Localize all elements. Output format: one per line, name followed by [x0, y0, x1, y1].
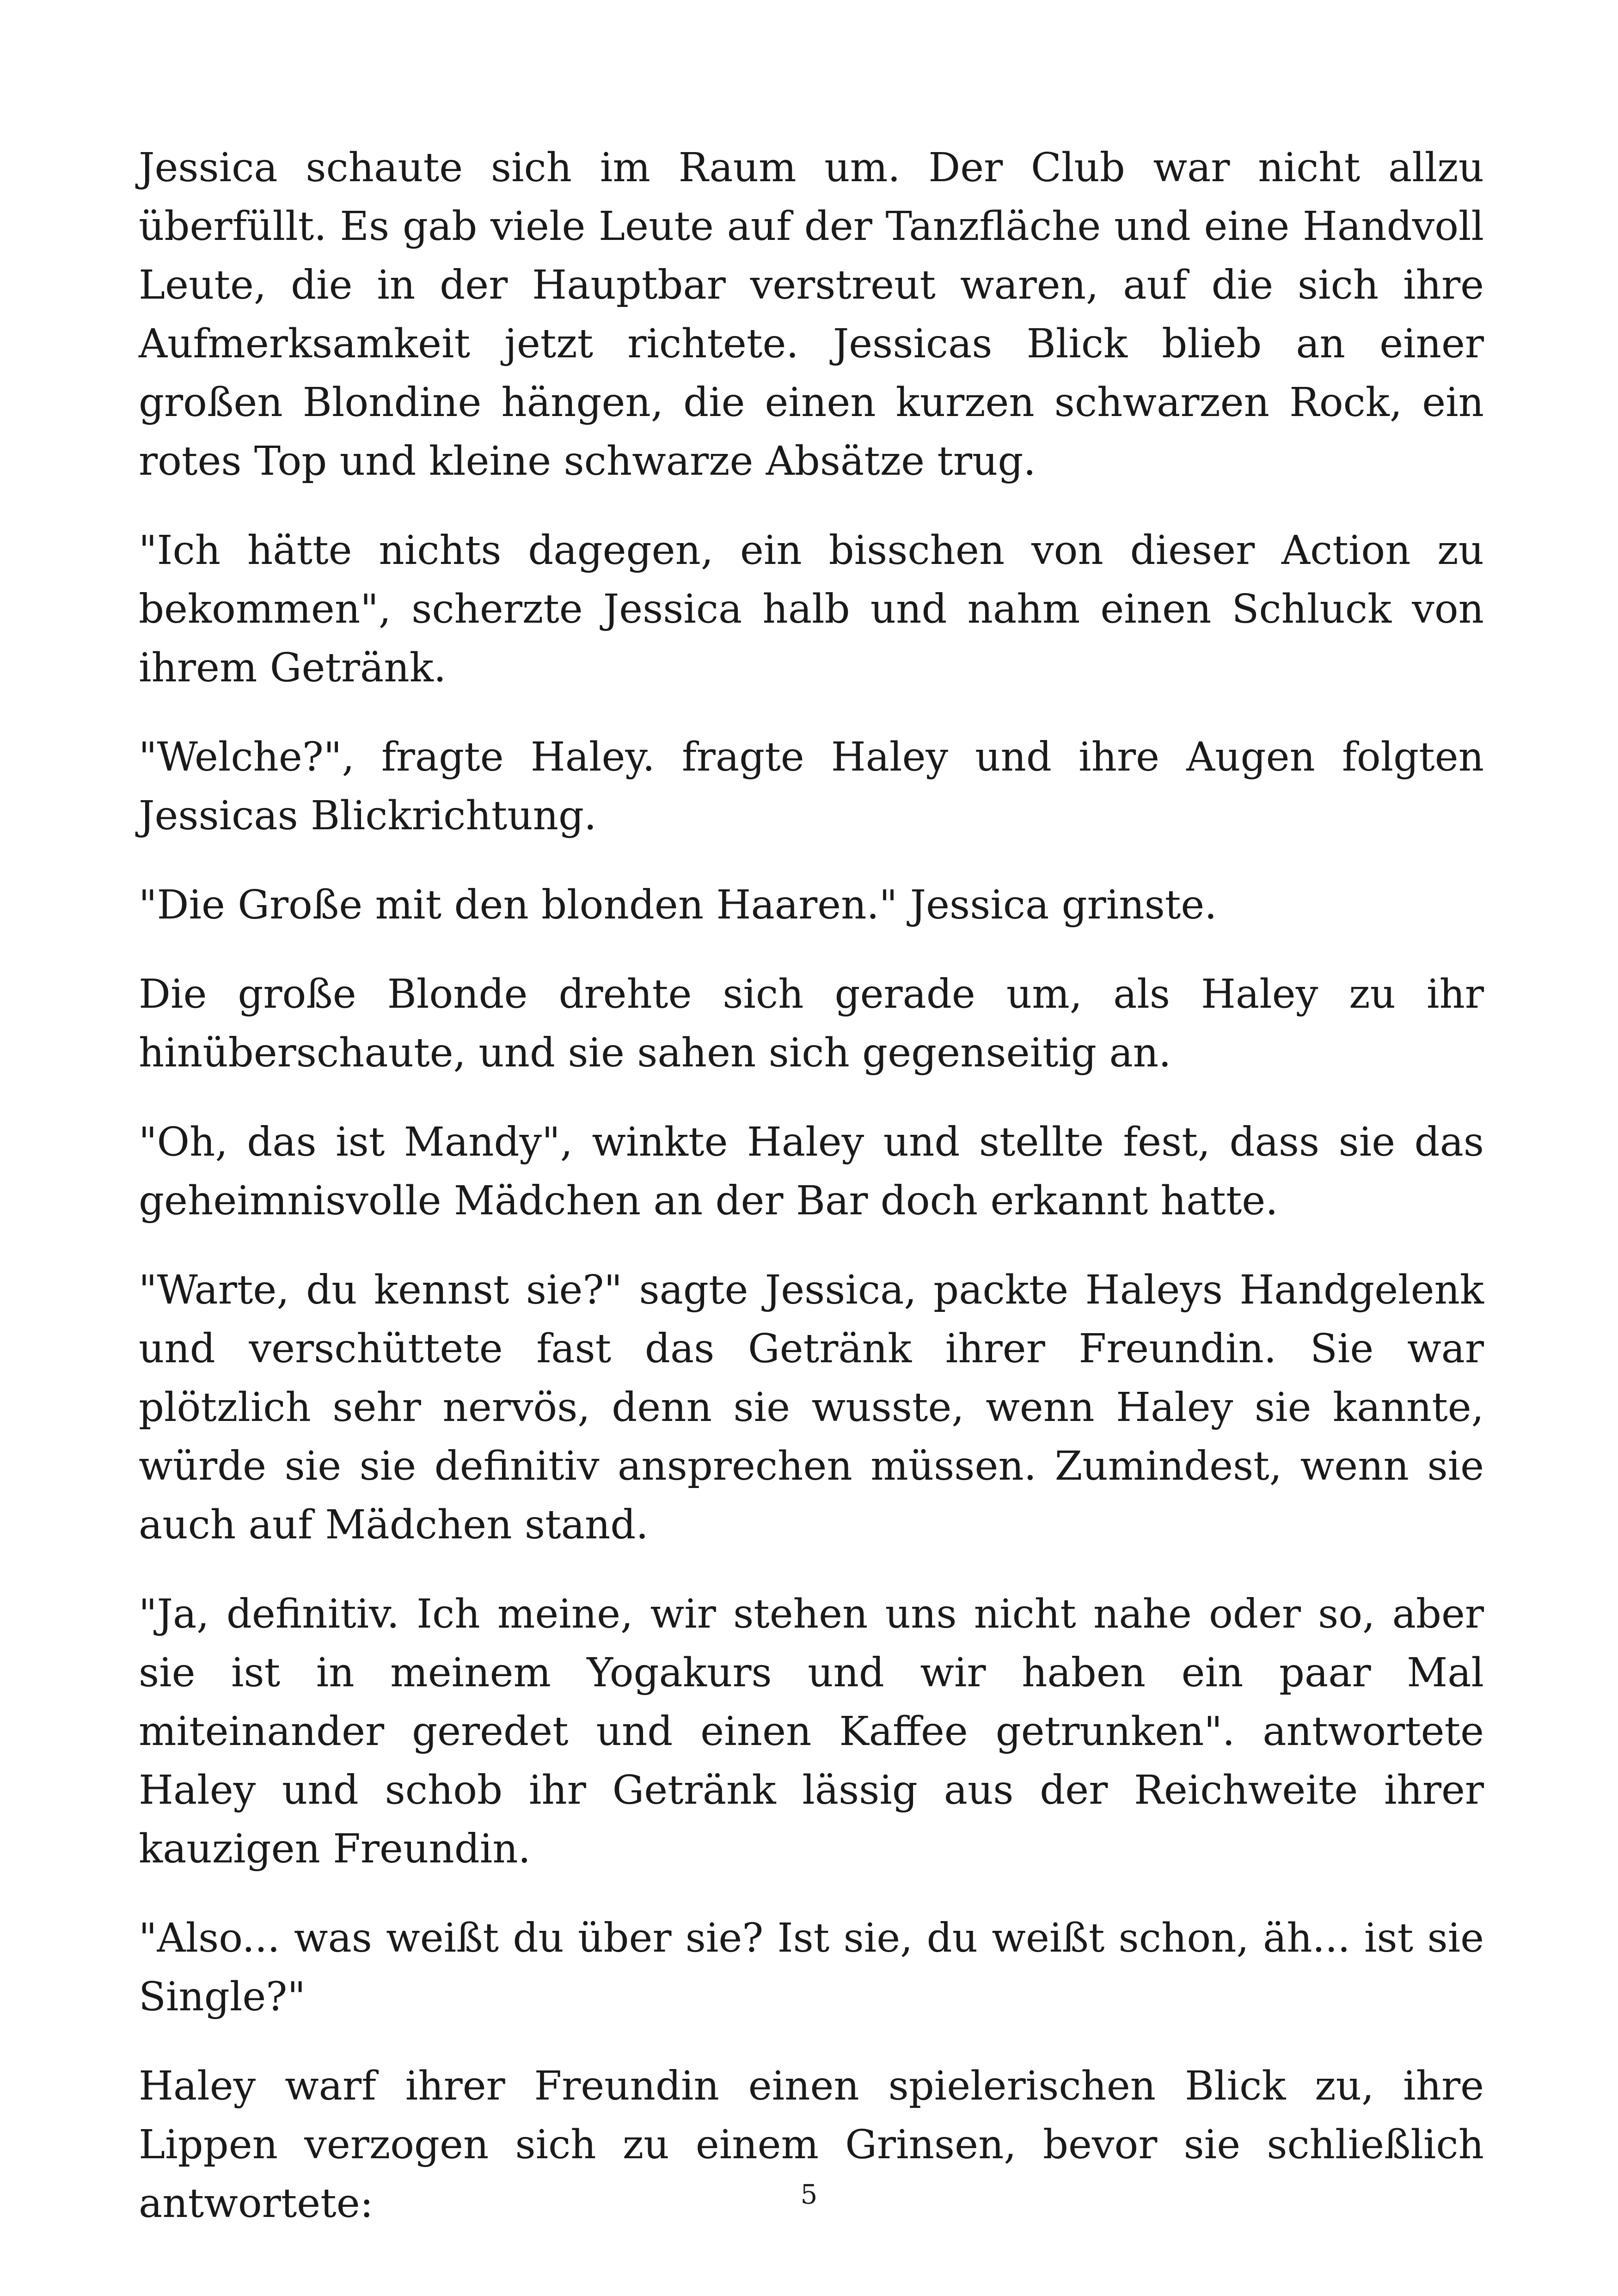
- paragraph-2: "Ich hätte nichts dagegen, ein bisschen von dieser Action zu bekommen", scherzte Jessica halb und nahm einen Schluck von ihrem Getränk.: [139, 527, 1484, 691]
- paragraph-8: "Ja, definitiv. Ich meine, wir stehen uns nicht nahe oder so, aber sie ist in meinem Yogakurs und wir haben ein paar Mal miteinander geredet und einen Kaffee getrunken". antwortete Haley und schob ihr Getränk lässig aus der Reichweite ihrer kauzigen Freundin.: [139, 1591, 1484, 1872]
- paragraph-7: "Warte, du kennst sie?" sagte Jessica, packte Haleys Handgelenk und verschüttete fast das Getränk ihrer Freundin. Sie war plötzlich sehr nervös, denn sie wusste, wenn Haley sie kannte, würde sie sie definitiv ansprechen müssen. Zumindest, wenn sie auch auf Mädchen stand.: [139, 1267, 1484, 1548]
- paragraph-4: "Die Große mit den blonden Haaren." Jessica grinste.: [139, 882, 1217, 928]
- page-body: [139, 139, 1484, 2233]
- paragraph-1: Jessica schaute sich im Raum um. Der Club war nicht allzu überfüllt. Es gab viele Leute auf der Tanzfläche und eine Handvoll Leute, die in der Hauptbar verstreut waren, auf die sich ihre Aufmerksamkeit jetzt richtete. Jessicas Blick blieb an einer großen Blondine hängen, die einen kurzen schwarzen Rock, ein rotes Top und kleine schwarze Absätze trug.: [139, 145, 1484, 484]
- paragraph-6: "Oh, das ist Mandy", winkte Haley und stellte fest, dass sie das geheimnisvolle Mädchen an der Bar doch erkannt hatte.: [139, 1119, 1484, 1224]
- paragraph-3: "Welche?", fragte Haley. fragte Haley und ihre Augen folgten Jessicas Blickrichtung.: [139, 734, 1484, 839]
- paragraph-10: Haley warf ihrer Freundin einen spielerischen Blick zu, ihre Lippen verzogen sich zu einem Grinsen, bevor sie schließlich antwortete:: [139, 2063, 1484, 2227]
- paragraph-5: Die große Blonde drehte sich gerade um, als Haley zu ihr hinüberschaute, und sie sahen sich gegenseitig an.: [139, 971, 1484, 1076]
- page-number: 5: [800, 2179, 818, 2210]
- paragraph-9: "Also... was weißt du über sie? Ist sie, du weißt schon, äh... ist sie Single?": [139, 1915, 1484, 2020]
